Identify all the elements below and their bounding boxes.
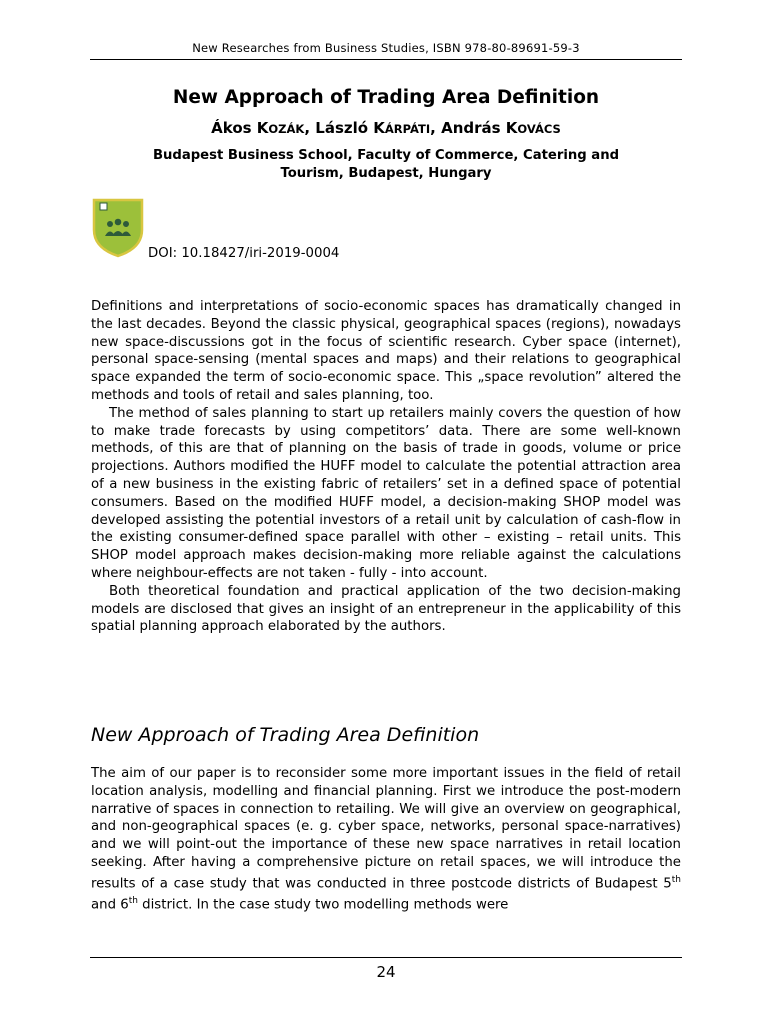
- abstract: [91, 298, 681, 636]
- superscript: th: [671, 874, 681, 885]
- author-separator: ,: [304, 119, 316, 137]
- abstract-paragraph: Both theoretical foundation and practical application of the two decision-making models are disclosed that gives an insight of an entrepreneur in the applicability of this spatial planning approach elaborated by the authors.: [91, 583, 681, 635]
- superscript: th: [128, 896, 138, 906]
- doi-link[interactable]: DOI: 10.18427/iri-2019-0004: [148, 246, 340, 261]
- author-list: [90, 119, 682, 137]
- header-rule: [90, 59, 682, 60]
- affiliation-line: Tourism, Budapest, Hungary: [280, 166, 492, 181]
- journal-shield-logo-icon: [92, 198, 144, 258]
- author-2: László KÁRPÁTI: [315, 119, 431, 137]
- running-header: New Researches from Business Studies, ISBN 978-80-89691-59-3: [192, 41, 580, 55]
- author-3: András KOVÁCS: [441, 119, 561, 137]
- author-separator: ,: [430, 119, 442, 137]
- section-heading: New Approach of Trading Area Definition: [91, 724, 480, 746]
- abstract-paragraph: Definitions and interpretations of socio-economic spaces has dramatically changed in the last decades. Beyond the classic physical, geographical spaces (regions), nowadays new space-discussions got in the focus of scientific research. Cyber space (internet), personal space-sensing (mental spaces and maps) and their relations to geographical space expanded the term of socio-economic space. This „space revolution” altered the methods and tools of retail and sales planning, too.: [91, 299, 681, 403]
- page-number: 24: [376, 963, 396, 981]
- footer-rule: [90, 957, 682, 958]
- affiliation: [90, 147, 682, 183]
- abstract-paragraph: The method of sales planning to start up retailers mainly covers the question of how to make trade forecasts by using competitors’ data. There are some well-known methods, of this are that of planning on the basis of trade in goods, volume or price projections. Authors modified the HUFF model to calculate the potential attraction area of a new business in the existing fabric of retailers’ set in a defined space of potential consumers. Based on the modified HUFF model, a decision-making SHOP model was developed assisting the potential investors of a retail unit by calculation of cash-flow in the existing consumer-defined space parallel with other – existing – retail units. This SHOP model approach makes decision-making more reliable against the calculations where neighbour-effects are not taken - fully - into account.: [91, 405, 681, 581]
- intro-paragraph: The aim of our paper is to reconsider some more important issues in the field of retail location analysis, modelling and financial planning. First we introduce the post-modern narrative of spaces in connection to retailing. We will give an overview on geographical, and non-geographical spaces (e. g. cyber space, networks, personal space-narratives) and we will point-out the importance of these new space narratives in retail location seeking. After having a comprehensive picture on retail spaces, we will introduce the results of a case study that was conducted in three postcode districts of Budapest 5th and 6th district. In the case study two modelling methods were: [91, 766, 681, 913]
- paper-title: New Approach of Trading Area Definition: [172, 87, 600, 108]
- author-1: Ákos KOZÁK: [211, 119, 305, 137]
- affiliation-line: Budapest Business School, Faculty of Commerce, Catering and: [152, 148, 620, 163]
